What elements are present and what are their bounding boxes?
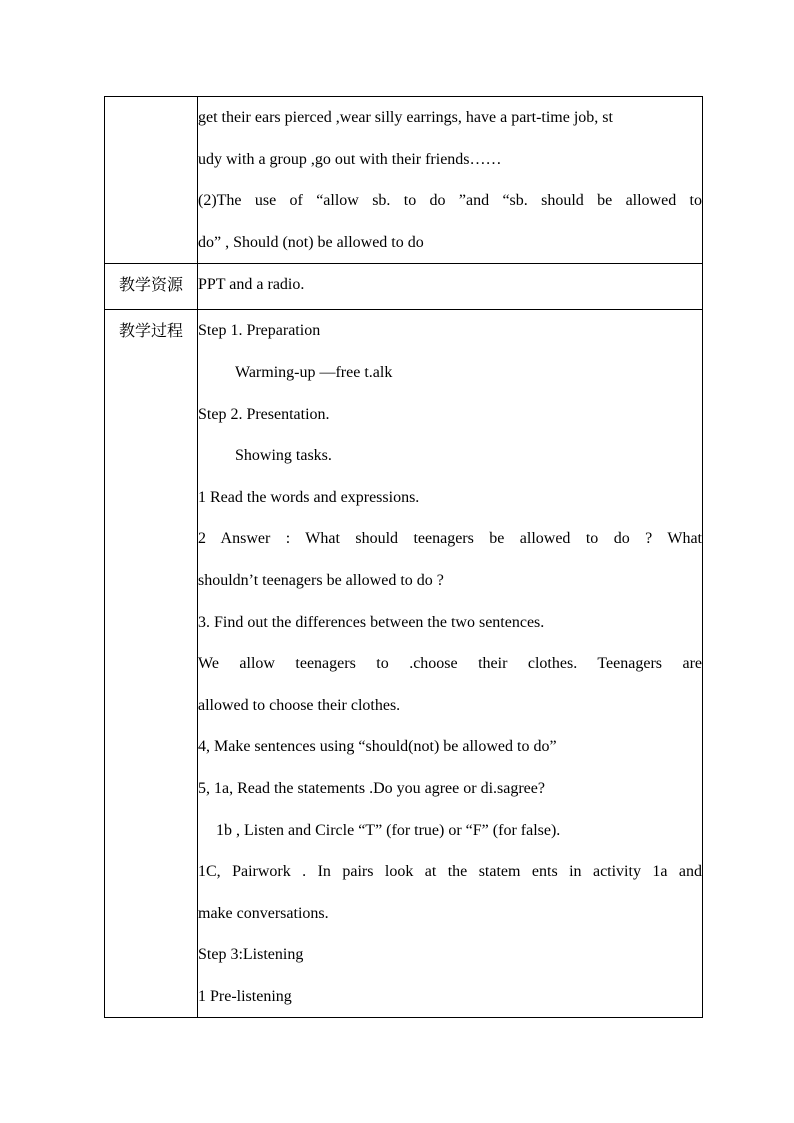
row-content	[198, 264, 703, 310]
text-line: 1b , Listen and Circle “T” (for true) or “F” (for false).	[216, 821, 561, 839]
text-line: 3. Find out the differences between the two sentences.	[198, 613, 545, 631]
text-line: get their ears pierced ,wear silly earrings, have a part-time job, st	[198, 109, 613, 126]
text-line: do” , Should (not) be allowed to do	[198, 233, 424, 251]
text-line: shouldn’t teenagers be allowed to do ?	[198, 571, 444, 589]
row-content	[198, 97, 703, 264]
text-line: 2 Answer : What should teenagers be allowed to do ? What	[198, 530, 702, 548]
row-content	[198, 310, 703, 1018]
lesson-plan-table	[104, 96, 703, 1018]
table-row	[105, 97, 703, 264]
text-line: Step 3:Listening	[198, 946, 304, 964]
text-line: 1 Pre-listening	[198, 987, 292, 1005]
text-line: 1C, Pairwork . In pairs look at the statem ents in activity 1a and	[198, 863, 702, 881]
text-line: Step 1. Preparation	[198, 322, 321, 340]
row-label-process: 教学过程	[105, 310, 198, 1018]
table-row	[105, 264, 703, 310]
text-line: We allow teenagers to .choose their clothes. Teenagers are	[198, 655, 702, 673]
table-row	[105, 310, 703, 1018]
text-line: Warming-up —free t.alk	[235, 363, 393, 381]
text-line: 1 Read the words and expressions.	[198, 488, 420, 506]
text-line: Step 2. Presentation.	[198, 405, 330, 423]
row-label-resources: 教学资源	[105, 264, 198, 310]
text-line: Showing tasks.	[235, 447, 332, 465]
row-label	[105, 97, 198, 264]
text-line: PPT and a radio.	[198, 276, 305, 294]
text-line: (2)The use of “allow sb. to do ”and “sb. should be allowed to	[198, 192, 702, 210]
text-line: allowed to choose their clothes.	[198, 696, 401, 714]
text-line: make conversations.	[198, 904, 329, 922]
text-line: 5, 1a, Read the statements .Do you agree or di.sagree?	[198, 779, 545, 797]
text-line: 4, Make sentences using “should(not) be allowed to do”	[198, 738, 557, 756]
text-line: udy with a group ,go out with their friends……	[198, 150, 502, 168]
